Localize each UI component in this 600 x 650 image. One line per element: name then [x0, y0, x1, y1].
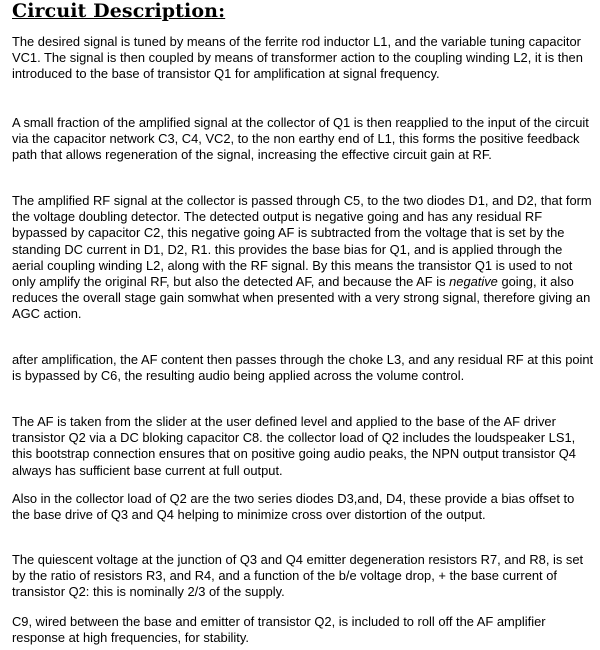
paragraph-detector-before: The amplified RF signal at the collector is passed through C5, to the two diodes D1, and D2, that form the voltage doubling detector. The detected output is negative going and has any residual RF bypassed by capacitor C2, this negative going AF is subtracted from the voltage that is set by the standing DC current in D1, D2, R1. this provides the base bias for Q1, and is applied through the aerial coupling winding L2, along with the RF signal. By this means the transistor Q1 is used to not only amplify the original RF, but also the detected AF, and because the AF is: [12, 193, 592, 290]
paragraph-af-choke: after amplification, the AF content then passes through the choke L3, and any residual RF at this point is bypassed by C6, the resulting audio being applied across the volume control.: [12, 352, 594, 384]
paragraph-detector-after: going, it also reduces the overall stage gain somwhat when presented with a very strong signal, therefore giving an AGC action.: [12, 274, 591, 322]
paragraph-detector: [12, 193, 594, 323]
paragraph-detector-emphasis: negative: [449, 274, 498, 290]
paragraph-feedback: A small fraction of the amplified signal at the collector of Q1 is then reapplied to the input of the circuit via the capacitor network C3, C4, VC2, to the non earthy end of L1, this forms the positive feedback path that allows regeneration of the signal, increasing the effective circuit gain at RF.: [12, 115, 589, 163]
paragraph-bias-diodes: Also in the collector load of Q2 are the two series diodes D3,and, D4, these provide a bias offset to the base drive of Q3 and Q4 helping to minimize cross over distortion of the output.: [12, 491, 575, 523]
paragraph-quiescent: The quiescent voltage at the junction of Q3 and Q4 emitter degeneration resistors R7, and R8, is set by the ratio of resistors R3, and R4, and a function of the b/e voltage drop, + the base current of transistor Q2: this is nominally 2/3 of the supply.: [12, 552, 584, 600]
page-title: Circuit Description:: [12, 0, 226, 22]
paragraph-stability: C9, wired between the base and emitter of transistor Q2, is included to roll off the AF amplifier response at high frequencies, for stability.: [12, 614, 546, 646]
paragraph-tuning: The desired signal is tuned by means of the ferrite rod inductor L1, and the variable tuning capacitor VC1. The signal is then coupled by means of transformer action to the coupling winding L2, it is then introduced to the base of transistor Q1 for amplification at signal frequency.: [12, 34, 583, 82]
paragraph-af-driver: The AF is taken from the slider at the user defined level and applied to the base of the AF driver transistor Q2 via a DC bloking capacitor C8. the collector load of Q2 includes the loudspeaker LS1, this bootstrap connection ensures that on positive going audio peaks, the NPN output transistor Q4 always has sufficient base current at full output.: [12, 414, 576, 478]
